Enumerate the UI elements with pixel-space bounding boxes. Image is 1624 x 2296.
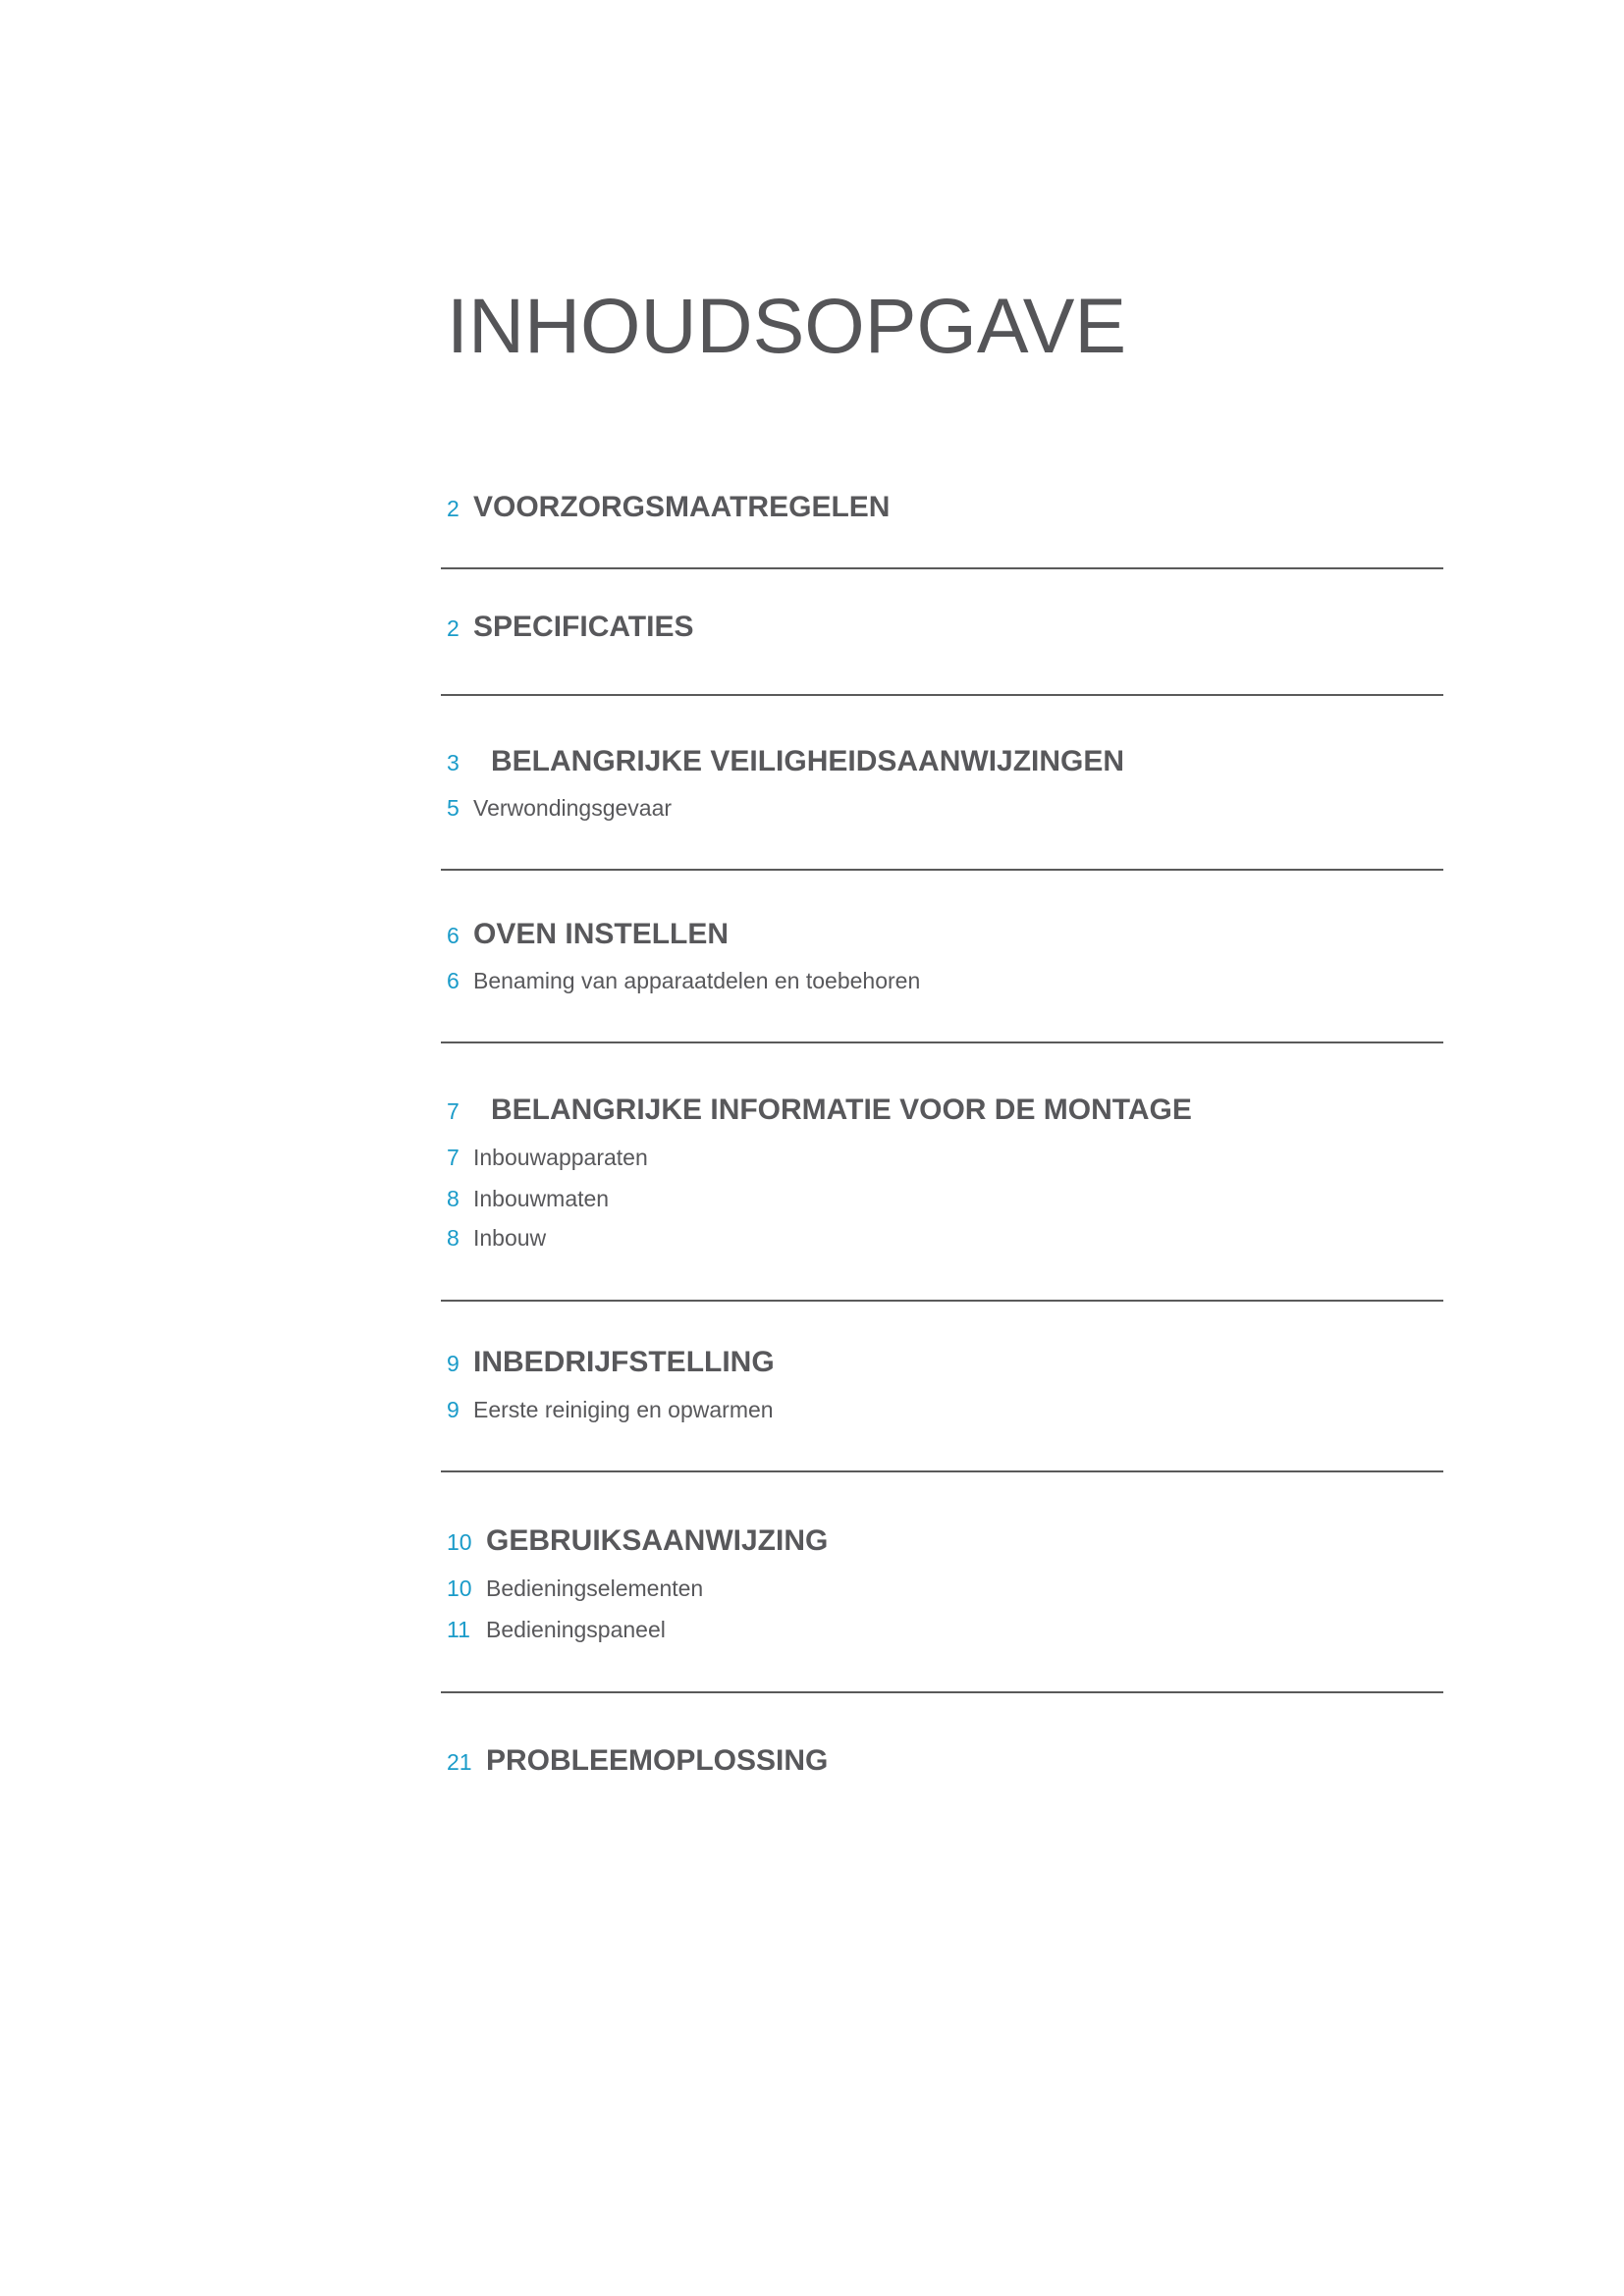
toc-item-label: Inbouw xyxy=(473,1225,547,1251)
toc-section-title: INBEDRIJFSTELLING xyxy=(473,1346,775,1378)
toc-item-label: Bedieningspaneel xyxy=(486,1617,666,1642)
page-title: INHOUDSOPGAVE xyxy=(447,282,1127,369)
toc-page-number: 2 xyxy=(447,496,460,521)
toc-page-number: 9 xyxy=(447,1397,460,1422)
toc-item-label: Bedieningselementen xyxy=(486,1575,704,1601)
toc-divider xyxy=(441,694,1443,696)
toc-section-montage[interactable] xyxy=(447,1095,1192,1125)
toc-page-number: 11 xyxy=(447,1617,470,1642)
toc-page-number: 9 xyxy=(447,1351,460,1376)
toc-item[interactable] xyxy=(447,1188,609,1210)
toc-divider xyxy=(441,1470,1443,1472)
toc-item[interactable] xyxy=(447,797,672,820)
toc-page-number: 5 xyxy=(447,795,460,821)
toc-item-label: Inbouwmaten xyxy=(473,1186,610,1211)
toc-item-label: Eerste reiniging en opwarmen xyxy=(473,1397,774,1422)
toc-section-voorzorgsmaatregelen[interactable] xyxy=(447,493,890,522)
toc-item[interactable] xyxy=(447,1619,666,1641)
toc-page-number: 10 xyxy=(447,1529,472,1555)
toc-item-label: Inbouwapparaten xyxy=(473,1145,648,1170)
toc-divider xyxy=(441,1691,1443,1693)
toc-section-title: VOORZORGSMAATREGELEN xyxy=(473,491,891,523)
toc-item[interactable] xyxy=(447,970,920,992)
toc-item-label: Verwondingsgevaar xyxy=(473,795,673,821)
toc-item-label: Benaming van apparaatdelen en toebehoren xyxy=(473,968,921,993)
toc-page-number: 6 xyxy=(447,923,460,948)
toc-divider xyxy=(441,1041,1443,1043)
toc-item[interactable] xyxy=(447,1227,546,1250)
toc-section-title: OVEN INSTELLEN xyxy=(473,918,730,950)
toc-page-number: 3 xyxy=(447,750,460,775)
toc-section-gebruiksaanwijzing[interactable] xyxy=(447,1526,828,1556)
toc-section-specificaties[interactable] xyxy=(447,613,693,642)
toc-section-title: PROBLEEMOPLOSSING xyxy=(486,1744,829,1777)
toc-page-number: 8 xyxy=(447,1225,460,1251)
toc-section-inbedrijfstelling[interactable] xyxy=(447,1348,775,1377)
toc-section-title: BELANGRIJKE VEILIGHEIDSAANWIJZINGEN xyxy=(491,745,1125,777)
toc-section-oven-instellen[interactable] xyxy=(447,920,729,949)
toc-section-title: GEBRUIKSAANWIJZING xyxy=(486,1524,829,1557)
toc-divider xyxy=(441,1300,1443,1302)
toc-divider xyxy=(441,869,1443,871)
toc-item[interactable] xyxy=(447,1577,703,1600)
toc-page-number: 21 xyxy=(447,1749,472,1775)
toc-section-probleemoplossing[interactable] xyxy=(447,1746,828,1776)
toc-page-number: 7 xyxy=(447,1098,460,1124)
toc-divider xyxy=(441,567,1443,569)
toc-page-number: 2 xyxy=(447,615,460,641)
toc-page-number: 10 xyxy=(447,1575,472,1601)
toc-item[interactable] xyxy=(447,1147,648,1169)
toc-item[interactable] xyxy=(447,1399,774,1421)
toc-section-title: BELANGRIJKE INFORMATIE VOOR DE MONTAGE xyxy=(491,1094,1192,1126)
toc-section-title: SPECIFICATIES xyxy=(473,611,694,643)
toc-page-number: 8 xyxy=(447,1186,460,1211)
toc-section-veiligheidsaanwijzingen[interactable] xyxy=(447,747,1124,776)
toc-page-number: 6 xyxy=(447,968,460,993)
toc-page-number: 7 xyxy=(447,1145,460,1170)
